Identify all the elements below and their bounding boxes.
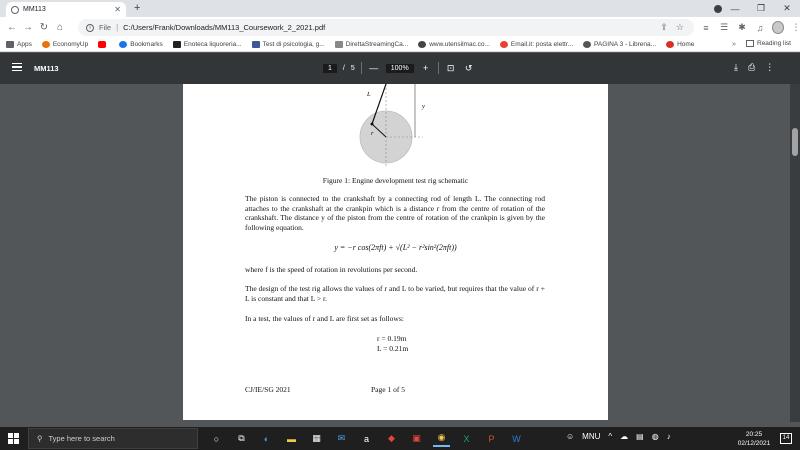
taskbar	[0, 427, 800, 450]
bookmark-item[interactable]	[119, 41, 163, 48]
bookmark-item[interactable]	[583, 41, 656, 48]
volume-icon[interactable]: ♪	[666, 432, 671, 441]
extensions-area	[700, 21, 800, 34]
clock-date: 02/12/2021	[737, 440, 771, 447]
label-L: L	[367, 91, 371, 98]
pdf-page	[183, 84, 608, 420]
document-title: MM113	[34, 64, 59, 73]
bookmark-star-icon[interactable]: ☆	[675, 22, 684, 32]
bookmark-label: Test di psicologia, g...	[262, 41, 325, 48]
extension-icon[interactable]: ☰	[719, 22, 729, 32]
puzzle-icon[interactable]: ✱	[738, 22, 746, 32]
page-separator: /	[342, 64, 345, 72]
label-y: y	[422, 103, 425, 110]
reading-list-icon	[746, 40, 754, 47]
fit-page-icon[interactable]: ⊡	[446, 62, 455, 73]
home-icon[interactable]: ⌂	[56, 22, 64, 33]
youtube-icon	[98, 41, 106, 48]
apps-grid-icon	[6, 41, 14, 48]
window-controls	[722, 0, 800, 17]
taskbar-apps	[208, 430, 525, 447]
globe-icon	[418, 41, 426, 48]
chrome-icon[interactable]: ◉	[433, 430, 450, 447]
parameter-values	[377, 334, 408, 353]
bookmark-label: Enoteca liquoreria...	[183, 41, 242, 48]
paragraph: The piston is connected to the crankshaft by a connecting rod of length L. The connecting rod attaches to the crankshaft at the crankpin which is a distance r from the centre of rotation of the crankshaft. The distance y of the piston from the centre of rotation of the crankpin is given by the following equation.	[245, 194, 545, 232]
figure-caption: Figure 1: Engine development test rig schematic	[322, 176, 469, 185]
file-explorer-icon[interactable]: ▬	[287, 433, 296, 444]
share-icon[interactable]: ⇪	[660, 22, 668, 32]
close-icon[interactable]: ✕	[114, 5, 121, 14]
equation: y = −r cos(2πft) + √(L² − r²sin²(2πft))	[334, 243, 457, 252]
site-favicon-icon	[252, 41, 260, 48]
bookmark-item[interactable]	[42, 41, 88, 48]
site-favicon-icon	[42, 41, 50, 48]
back-icon[interactable]: ←	[7, 22, 17, 33]
window-close-icon[interactable]: ✕	[783, 3, 791, 13]
notification-icon[interactable]: 14	[780, 433, 792, 444]
cortana-icon[interactable]: ○	[213, 433, 220, 444]
user-icon[interactable]: ☺	[566, 432, 575, 441]
menu-icon[interactable]	[12, 63, 22, 71]
bookmark-item[interactable]	[173, 41, 242, 48]
divider	[361, 62, 362, 74]
powerpoint-icon[interactable]: P	[488, 433, 495, 444]
forward-icon[interactable]: →	[23, 22, 33, 33]
globe-icon	[11, 6, 19, 14]
bookmark-label: www.utensilmac.co...	[429, 41, 490, 48]
mail-icon	[500, 41, 508, 48]
more-menu-icon[interactable]: ⋮	[791, 22, 800, 32]
url-separator: |	[116, 23, 119, 32]
divider	[438, 62, 439, 74]
system-tray	[566, 432, 671, 441]
tab-strip	[0, 0, 800, 17]
value-r: r = 0.19m	[377, 334, 407, 343]
zoom-level-input[interactable]: 100%	[386, 64, 414, 73]
value-L: L = 0.21m	[377, 343, 409, 353]
office-icon[interactable]: ▣	[412, 433, 421, 443]
paragraph: where f is the speed of rotation in revolutions per second.	[245, 265, 418, 274]
print-icon[interactable]: ⎙	[747, 62, 756, 72]
bookmark-label: Home	[677, 41, 695, 48]
info-icon[interactable]: i	[86, 24, 94, 32]
page-number-input[interactable]: 1	[323, 64, 337, 73]
bookmark-label: EconomyUp	[52, 41, 89, 48]
bookmark-label: Bookmarks	[130, 41, 163, 48]
site-favicon-icon	[666, 41, 674, 48]
label-r: r	[371, 130, 374, 137]
taskbar-search[interactable]	[28, 428, 198, 449]
chevron-up-icon[interactable]: ^	[608, 432, 613, 441]
paragraph: In a test, the values of r and L are first set as follows:	[245, 314, 404, 323]
address-bar[interactable]	[78, 19, 694, 36]
windows-start-icon[interactable]	[8, 433, 19, 444]
bookmark-item[interactable]	[335, 41, 409, 48]
more-options-icon[interactable]: ⋮	[765, 62, 775, 72]
media-icon[interactable]: ♫	[756, 22, 764, 33]
bookmark-item[interactable]	[500, 41, 573, 48]
page-controls	[323, 62, 475, 74]
network-icon[interactable]: ◍	[651, 432, 659, 441]
mail-icon[interactable]: ✉	[337, 433, 346, 443]
reading-list-label: Reading list	[757, 40, 791, 47]
pdf-toolbar	[0, 53, 800, 84]
navigation-bar	[0, 17, 800, 38]
pdf-viewer[interactable]	[0, 84, 800, 422]
crank-schematic	[343, 84, 463, 166]
edge-icon[interactable]: ◐	[263, 433, 270, 444]
bookmarks-bar	[0, 38, 800, 52]
word-icon[interactable]: W	[512, 433, 521, 444]
globe-icon	[583, 41, 591, 48]
crankpin	[371, 123, 374, 126]
app-icon[interactable]: ◆	[388, 433, 395, 443]
omnibox-actions	[660, 22, 684, 33]
bookmark-item[interactable]	[252, 41, 325, 48]
maximize-icon[interactable]: ❐	[756, 3, 766, 13]
site-favicon-icon	[335, 41, 343, 48]
clock-time: 20:25	[745, 431, 763, 438]
minimize-icon[interactable]: —	[730, 3, 740, 14]
avatar[interactable]	[772, 21, 784, 34]
bookmark-item[interactable]	[6, 41, 32, 48]
star-icon	[119, 41, 127, 48]
bookmark-label: PAGINA 3 - Librena...	[594, 41, 657, 48]
system-clock[interactable]	[734, 430, 774, 448]
site-favicon-icon	[173, 41, 181, 48]
tray-icon[interactable]: ▤	[636, 432, 644, 441]
new-tab-button[interactable]: +	[134, 2, 141, 14]
bookmark-label: Apps	[17, 41, 32, 48]
extension-icon[interactable]: ≡	[703, 22, 709, 33]
search-placeholder: Type here to search	[48, 434, 115, 443]
scrollbar[interactable]	[790, 84, 800, 422]
cloud-icon[interactable]: ☁	[620, 432, 629, 441]
language-indicator[interactable]: MNU	[582, 432, 601, 441]
zoom-in-icon[interactable]: +	[423, 63, 429, 73]
total-pages: 5	[350, 64, 355, 72]
bookmark-label: Email.it: posta elettr...	[510, 41, 574, 48]
record-icon[interactable]	[714, 5, 722, 13]
url-text[interactable]: C:/Users/Frank/Downloads/MM113_Coursework_2_2021.pdf	[123, 23, 326, 32]
calculator-icon[interactable]: ▦	[312, 433, 321, 443]
bookmark-item[interactable]	[666, 41, 694, 48]
reading-list-button[interactable]	[746, 40, 791, 47]
bookmark-label: DirettaStreamingCa...	[345, 41, 409, 48]
page-footer-code: CJ/IE/SG 2021	[245, 385, 291, 394]
page-footer-number: Page 1 of 5	[371, 385, 405, 394]
task-view-icon[interactable]: ⧉	[238, 433, 245, 443]
browser-tab[interactable]	[6, 2, 126, 17]
amazon-icon[interactable]: a	[363, 433, 369, 444]
url-scheme: File	[99, 23, 112, 32]
excel-icon[interactable]: X	[463, 433, 470, 444]
pdf-actions	[734, 62, 774, 73]
tab-title: MM113	[23, 6, 46, 13]
bookmark-item[interactable]	[98, 41, 109, 48]
scrollbar-thumb[interactable]	[792, 128, 798, 156]
bookmarks-overflow-button[interactable]: »	[732, 41, 736, 48]
reload-icon[interactable]: ↻	[39, 22, 49, 33]
paragraph: The design of the test rig allows the values of r and L to be varied, but requires that the value of r + L is constant and that L > r.	[245, 284, 545, 303]
search-icon: ⚲	[37, 434, 43, 443]
download-icon[interactable]: ⤓	[734, 62, 738, 72]
bookmark-item[interactable]	[418, 41, 490, 48]
zoom-out-icon[interactable]: —	[369, 63, 379, 73]
rotate-icon[interactable]: ↺	[464, 62, 473, 73]
